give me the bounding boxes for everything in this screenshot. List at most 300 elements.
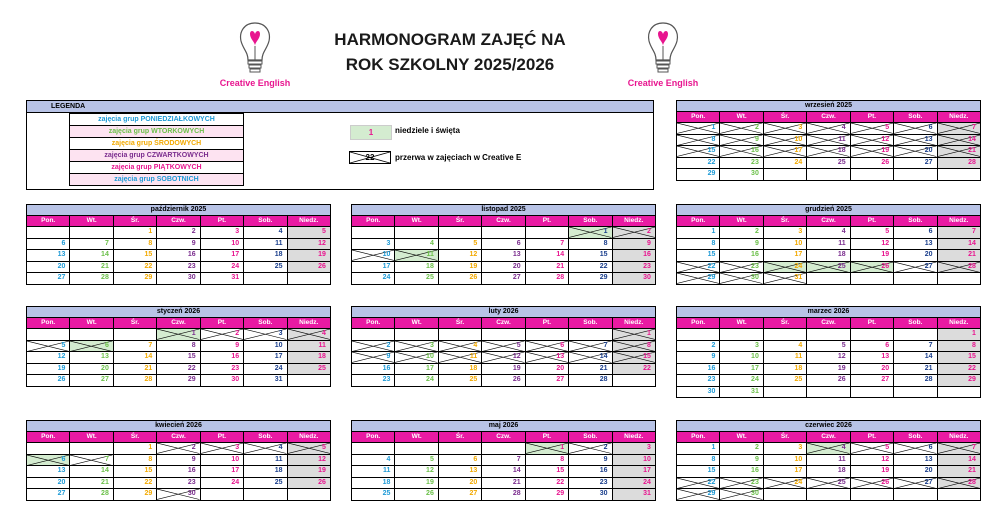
weekday-header: Śr. — [114, 432, 157, 442]
day-cell — [439, 250, 482, 261]
day-cell — [764, 227, 807, 238]
day-number: 27 — [924, 478, 933, 486]
day-number: 25 — [837, 478, 846, 486]
day-cell — [851, 341, 894, 352]
day-number: 19 — [426, 478, 434, 486]
day-cell — [613, 478, 655, 489]
day-number: 14 — [144, 353, 153, 360]
day-cell — [395, 489, 438, 500]
week-row — [352, 466, 655, 478]
day-number: 17 — [382, 262, 391, 270]
day-number: 5 — [841, 341, 846, 349]
day-cell — [244, 250, 287, 261]
weekday-header: Wt. — [395, 318, 438, 328]
month-title: marzec 2026 — [677, 307, 980, 318]
day-cell — [288, 489, 330, 500]
day-number: 22 — [144, 478, 153, 486]
day-cell — [720, 478, 763, 489]
month-calendar — [351, 420, 656, 501]
day-number: 10 — [751, 353, 759, 360]
weekday-header: Pt. — [201, 318, 244, 328]
day-cell — [395, 227, 438, 238]
day-cell — [114, 352, 157, 363]
day-cell — [764, 489, 807, 500]
day-number: 7 — [148, 341, 153, 349]
day-cell — [114, 250, 157, 261]
week-row — [27, 364, 330, 376]
day-cell — [851, 489, 894, 500]
day-cell — [807, 146, 850, 157]
day-cell — [764, 329, 807, 340]
weekday-header: Czw. — [807, 112, 850, 122]
day-cell — [764, 466, 807, 477]
weekday-header: Wt. — [70, 318, 113, 328]
weekday-header: Sob. — [569, 318, 612, 328]
day-number: 1 — [972, 330, 976, 337]
day-cell — [720, 146, 763, 157]
day-number: 15 — [707, 251, 716, 258]
day-cell — [807, 466, 850, 477]
day-cell — [569, 273, 612, 284]
day-number: 12 — [469, 251, 478, 258]
day-cell — [764, 352, 807, 363]
day-cell — [807, 158, 850, 169]
day-cell — [70, 250, 113, 261]
day-number: 8 — [972, 341, 976, 349]
day-number: 19 — [512, 364, 521, 372]
day-cell — [395, 352, 438, 363]
day-number: 24 — [382, 274, 391, 281]
weekday-header: Niedz. — [949, 217, 969, 224]
day-number: 24 — [794, 158, 803, 166]
day-number: 3 — [798, 444, 803, 451]
month-title: czerwiec 2026 — [677, 421, 980, 432]
day-number: 27 — [57, 490, 66, 497]
day-cell — [201, 489, 244, 500]
day-cell — [288, 455, 330, 466]
day-cell — [244, 364, 287, 375]
day-cell — [851, 387, 894, 398]
day-cell — [27, 364, 70, 375]
day-number: 24 — [794, 262, 803, 270]
day-number: 24 — [794, 478, 803, 486]
weekday-header: Wt. — [395, 216, 438, 226]
weekday-header-row — [677, 318, 980, 329]
day-cell — [851, 146, 894, 157]
weekday-header: Pon. — [677, 112, 720, 122]
weekday-header: Czw. — [157, 318, 200, 328]
weekday-header: Śr. — [764, 318, 807, 328]
day-number: 6 — [885, 341, 890, 349]
day-cell — [70, 227, 113, 238]
day-cell — [157, 250, 200, 261]
day-number: 15 — [144, 467, 153, 474]
week-row — [677, 329, 980, 341]
month-calendar — [26, 204, 331, 285]
day-cell — [677, 375, 720, 386]
month-calendar — [676, 306, 981, 398]
day-cell — [70, 466, 113, 477]
day-cell — [764, 455, 807, 466]
day-number: 4 — [278, 228, 283, 235]
day-cell — [439, 466, 482, 477]
day-number: 29 — [599, 274, 608, 281]
day-cell — [569, 239, 612, 250]
day-number: 3 — [429, 341, 434, 349]
day-cell — [938, 489, 980, 500]
day-number: 27 — [101, 376, 109, 383]
day-cell — [27, 489, 70, 500]
page-title-line2: ROK SZKOLNY 2025/2026 — [345, 55, 555, 74]
day-cell — [569, 227, 612, 238]
day-cell — [764, 273, 807, 284]
day-cell — [482, 375, 525, 386]
day-number: 30 — [643, 274, 651, 281]
day-number: 3 — [235, 228, 240, 235]
legend-group-row — [69, 126, 244, 138]
day-cell — [352, 375, 395, 386]
day-cell — [807, 250, 850, 261]
day-number: 24 — [231, 478, 240, 486]
day-number: 16 — [751, 147, 759, 154]
day-number: 3 — [278, 330, 283, 337]
day-cell — [851, 169, 894, 180]
day-cell — [569, 455, 612, 466]
day-number: 21 — [556, 262, 565, 270]
day-number: 13 — [556, 353, 565, 360]
weekday-header: Pt. — [526, 318, 569, 328]
day-number: 19 — [318, 251, 326, 258]
day-cell — [938, 466, 980, 477]
day-number: 26 — [469, 274, 478, 281]
day-number: 16 — [187, 467, 196, 474]
day-number: 6 — [473, 455, 478, 463]
day-cell — [482, 455, 525, 466]
day-number: 6 — [560, 341, 565, 349]
legend-group-day: ŚRODOWYCH — [154, 140, 202, 147]
weekday-header: Czw. — [807, 432, 850, 442]
week-row — [352, 273, 655, 284]
day-cell — [70, 273, 113, 284]
weekday-header: Sob. — [569, 216, 612, 226]
day-number: 12 — [57, 353, 66, 360]
day-number: 26 — [512, 376, 521, 383]
day-cell — [677, 329, 720, 340]
day-number: 9 — [754, 239, 759, 247]
week-row — [27, 227, 330, 239]
day-cell — [439, 364, 482, 375]
day-cell — [938, 123, 980, 134]
week-row — [677, 375, 980, 387]
day-number: 2 — [235, 330, 240, 337]
day-cell — [851, 158, 894, 169]
day-cell — [938, 329, 980, 340]
day-number: 17 — [231, 467, 240, 474]
day-cell — [526, 239, 569, 250]
day-cell — [244, 239, 287, 250]
day-number: 4 — [386, 455, 391, 463]
day-cell — [677, 262, 720, 273]
month-calendar — [676, 100, 981, 181]
day-number: 26 — [318, 478, 326, 486]
day-cell — [439, 478, 482, 489]
day-cell — [352, 466, 395, 477]
legend-group-prefix: zajęcia grup — [111, 140, 155, 147]
day-cell — [352, 352, 395, 363]
day-number: 27 — [512, 274, 521, 281]
day-number: 11 — [838, 135, 846, 143]
weekday-header: Pon. — [677, 432, 720, 442]
day-cell — [720, 169, 763, 180]
day-cell — [482, 239, 525, 250]
day-number: 21 — [968, 467, 976, 474]
day-number: 23 — [751, 158, 759, 166]
weekday-header: Pon. — [27, 216, 70, 226]
weekday-header: Wt. — [720, 216, 763, 226]
day-cell — [244, 227, 287, 238]
day-cell — [807, 329, 850, 340]
month-calendar — [26, 306, 331, 387]
weekday-header: Pon. — [677, 216, 720, 226]
day-number: 26 — [318, 262, 326, 270]
week-row — [352, 375, 655, 386]
day-cell — [613, 443, 655, 454]
day-cell — [807, 123, 850, 134]
day-cell — [114, 478, 157, 489]
day-cell — [439, 273, 482, 284]
day-number: 24 — [751, 376, 759, 383]
day-cell — [395, 273, 438, 284]
day-number: 30 — [707, 387, 716, 395]
day-number: 17 — [794, 251, 803, 258]
week-row — [352, 455, 655, 467]
day-number: 30 — [751, 490, 759, 497]
day-cell — [27, 443, 70, 454]
day-cell — [482, 364, 525, 375]
day-cell — [569, 478, 612, 489]
day-cell — [720, 227, 763, 238]
day-cell — [894, 455, 937, 466]
day-number: 12 — [318, 455, 326, 463]
day-cell — [288, 375, 330, 386]
day-cell — [157, 262, 200, 273]
day-number: 22 — [643, 364, 651, 372]
day-cell — [894, 262, 937, 273]
day-number: 11 — [383, 467, 391, 474]
day-number: 8 — [191, 341, 196, 349]
weekday-header-row — [352, 318, 655, 329]
day-number: 7 — [972, 124, 976, 131]
day-cell — [613, 239, 655, 250]
day-number: 25 — [318, 364, 326, 372]
day-number: 16 — [643, 251, 651, 258]
week-row — [677, 273, 980, 284]
day-cell — [938, 146, 980, 157]
weekday-header: Wt. — [720, 112, 763, 122]
day-cell — [613, 227, 655, 238]
weekday-header-row — [27, 318, 330, 329]
day-cell — [157, 341, 200, 352]
day-cell — [526, 250, 569, 261]
week-row — [27, 375, 330, 386]
day-cell — [157, 364, 200, 375]
day-number: 6 — [516, 239, 521, 247]
day-number: 4 — [429, 239, 434, 247]
day-cell — [894, 387, 937, 398]
day-cell — [482, 273, 525, 284]
day-cell — [27, 273, 70, 284]
day-cell — [244, 341, 287, 352]
weekday-header: Sob. — [244, 432, 287, 442]
day-number: 15 — [187, 353, 196, 360]
day-number: 2 — [386, 341, 391, 349]
day-number: 24 — [274, 364, 283, 372]
day-number: 11 — [426, 251, 434, 258]
day-number: 9 — [754, 135, 759, 143]
week-row — [677, 158, 980, 170]
week-row — [352, 250, 655, 262]
day-cell — [613, 489, 655, 500]
week-row — [677, 489, 980, 500]
legend-group-row — [69, 150, 244, 162]
week-row — [677, 169, 980, 180]
legend-title: LEGENDA — [27, 101, 653, 113]
day-cell — [807, 443, 850, 454]
week-row — [677, 364, 980, 376]
legend-group-row — [69, 138, 244, 150]
day-cell — [851, 273, 894, 284]
day-cell — [157, 489, 200, 500]
day-cell — [395, 375, 438, 386]
weekday-header: Pt. — [526, 432, 569, 442]
day-cell — [201, 273, 244, 284]
day-cell — [395, 443, 438, 454]
week-row — [27, 273, 330, 284]
day-cell — [764, 146, 807, 157]
day-cell — [720, 158, 763, 169]
day-number: 27 — [469, 490, 478, 497]
legend-group-prefix: zajęcia grup — [104, 152, 147, 159]
day-cell — [288, 364, 330, 375]
day-cell — [720, 466, 763, 477]
day-cell — [439, 489, 482, 500]
day-cell — [677, 169, 720, 180]
day-cell — [395, 466, 438, 477]
day-number: 13 — [469, 467, 478, 474]
day-number: 25 — [837, 262, 846, 270]
day-number: 20 — [881, 364, 890, 372]
day-cell — [851, 123, 894, 134]
day-cell — [439, 375, 482, 386]
day-number: 15 — [144, 251, 153, 258]
day-cell — [70, 455, 113, 466]
day-cell — [851, 478, 894, 489]
day-number: 20 — [924, 467, 933, 474]
day-number: 6 — [61, 455, 66, 463]
day-number: 16 — [751, 251, 759, 258]
day-cell — [244, 375, 287, 386]
day-number: 24 — [231, 262, 240, 270]
day-cell — [526, 364, 569, 375]
day-number: 14 — [101, 251, 109, 258]
day-number: 20 — [57, 262, 66, 270]
day-cell — [894, 341, 937, 352]
day-cell — [201, 250, 244, 261]
day-cell — [439, 329, 482, 340]
day-cell — [70, 375, 113, 386]
week-row — [27, 250, 330, 262]
day-cell — [764, 364, 807, 375]
day-number: 19 — [469, 262, 478, 270]
day-cell — [720, 387, 763, 398]
day-cell — [851, 135, 894, 146]
day-cell — [482, 443, 525, 454]
day-cell — [569, 352, 612, 363]
day-cell — [482, 262, 525, 273]
week-row — [677, 443, 980, 455]
day-number: 13 — [924, 239, 933, 247]
day-number: 15 — [599, 251, 608, 258]
day-number: 29 — [707, 274, 716, 281]
day-number: 19 — [57, 364, 66, 372]
day-number: 23 — [599, 478, 608, 486]
day-number: 23 — [707, 376, 716, 383]
day-cell — [938, 341, 980, 352]
day-number: 9 — [603, 455, 608, 463]
month-calendar — [351, 306, 656, 387]
day-cell — [851, 455, 894, 466]
weekday-header: Pon. — [352, 432, 395, 442]
day-cell — [157, 352, 200, 363]
day-cell — [613, 262, 655, 273]
day-cell — [114, 455, 157, 466]
day-cell — [114, 466, 157, 477]
day-number: 8 — [711, 239, 716, 247]
week-row — [27, 329, 330, 341]
day-cell — [894, 169, 937, 180]
legend-group-prefix: zajęcia grup — [108, 128, 152, 135]
day-number: 12 — [318, 239, 326, 247]
day-number: 5 — [429, 455, 434, 463]
day-number: 15 — [643, 353, 651, 360]
day-number: 8 — [647, 341, 651, 349]
day-cell — [569, 443, 612, 454]
day-cell — [157, 466, 200, 477]
day-cell — [439, 352, 482, 363]
day-cell — [288, 329, 330, 340]
weekday-header: Pt. — [851, 216, 894, 226]
legend-group-row — [69, 174, 244, 186]
day-number: 18 — [382, 478, 391, 486]
break-sample — [349, 151, 391, 164]
week-row — [27, 341, 330, 353]
break-label: przerwa w zajęciach w Creative E — [395, 153, 522, 162]
day-cell — [851, 352, 894, 363]
month-title: luty 2026 — [352, 307, 655, 318]
day-cell — [807, 262, 850, 273]
day-number: 20 — [469, 478, 478, 486]
day-cell — [27, 466, 70, 477]
weekday-header: Pt. — [201, 432, 244, 442]
day-cell — [938, 135, 980, 146]
day-cell — [894, 364, 937, 375]
day-number: 7 — [560, 239, 565, 247]
day-number: 18 — [837, 467, 846, 474]
day-cell — [395, 239, 438, 250]
day-number: 18 — [274, 251, 283, 258]
day-number: 17 — [643, 467, 651, 474]
day-cell — [677, 135, 720, 146]
